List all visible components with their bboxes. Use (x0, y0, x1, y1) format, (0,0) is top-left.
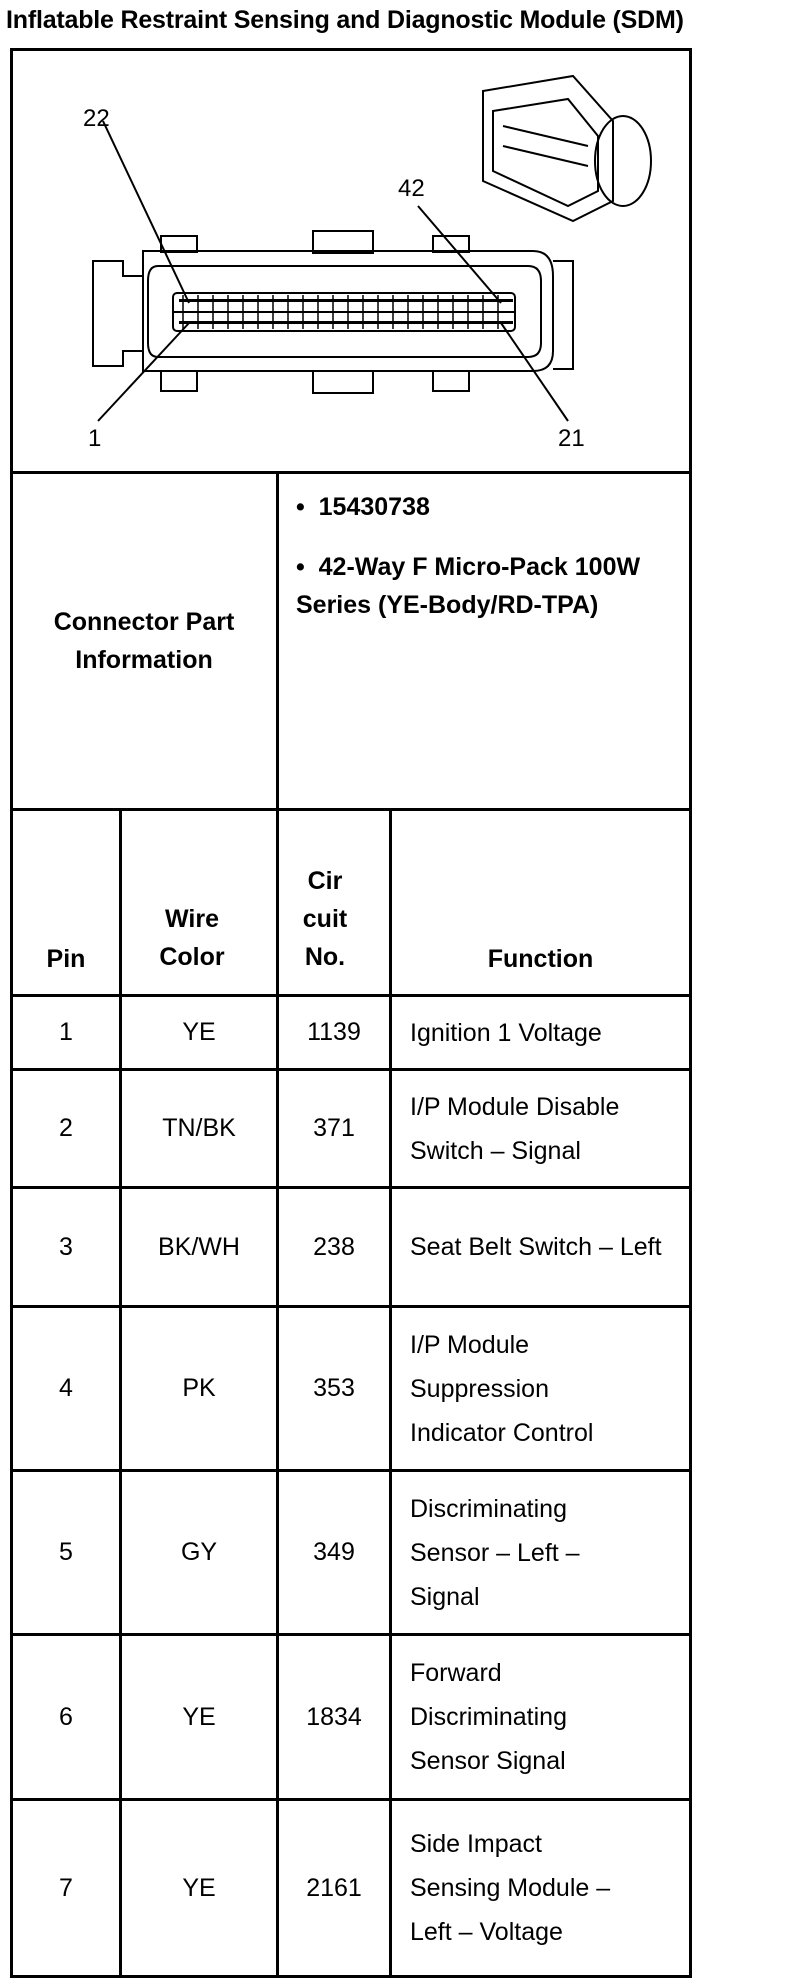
row-circuit: 349 (313, 1538, 355, 1566)
connector-diagram (13, 51, 689, 472)
header-wire-color: Wire Color (159, 905, 225, 971)
row-function: I/P Module Disable Switch – Signal (410, 1092, 620, 1165)
row-pin: 3 (59, 1232, 73, 1261)
connector-part-info (296, 488, 676, 646)
row-circuit: 353 (313, 1374, 355, 1402)
row-circuit: 1139 (307, 1018, 361, 1046)
row-pin: 4 (59, 1374, 73, 1402)
row-wire-color: PK (182, 1374, 216, 1402)
row-pin: 5 (59, 1538, 73, 1566)
bottom-border (10, 1975, 692, 1978)
page-title: Inflatable Restraint Sensing and Diagnostic Module (SDM) (6, 6, 684, 34)
row-pin: 7 (59, 1873, 73, 1902)
connector-part-label-text: Connector Part Information (53, 608, 235, 674)
row-function: Ignition 1 Voltage (410, 1018, 602, 1047)
row-wire-color: BK/WH (158, 1232, 240, 1261)
row-function: I/P Module Suppression Indicator Control (410, 1330, 594, 1447)
row-wire-color: YE (182, 1873, 216, 1902)
row-circuit: 1834 (306, 1702, 362, 1731)
right-border (689, 48, 692, 1978)
divider-table-top (10, 808, 692, 811)
row-pin: 2 (59, 1114, 73, 1142)
row-function: Seat Belt Switch – Left (410, 1233, 662, 1261)
row-pin: 1 (59, 1018, 73, 1046)
callout-1: 1 (88, 425, 102, 452)
header-function: Function (487, 945, 594, 973)
part-number: • 15430738 (296, 493, 430, 521)
row-wire-color: YE (182, 1702, 216, 1731)
row-function: Discriminating Sensor – Left – Signal (410, 1494, 580, 1611)
row-wire-color: TN/BK (162, 1114, 236, 1142)
row-wire-color: GY (180, 1538, 218, 1566)
connector-illustration (13, 51, 689, 472)
bullet-icon: • (296, 493, 319, 521)
bullet-icon: • (296, 553, 319, 581)
connector-part-label (13, 474, 275, 808)
row-pin: 6 (59, 1702, 73, 1731)
part-description: • 42-Way F Micro-Pack 100W Series (YE-Body/RD-TPA) (296, 553, 641, 619)
callout-22: 22 (83, 105, 110, 132)
row-circuit: 238 (313, 1232, 355, 1261)
row-function: Forward Discriminating Sensor Signal (410, 1659, 567, 1775)
row-circuit: 371 (313, 1114, 355, 1142)
divider-part-info (276, 471, 279, 808)
header-circuit-no: Cir cuit No. (302, 867, 348, 971)
callout-21: 21 (558, 425, 585, 452)
callout-42: 42 (398, 175, 425, 202)
row-circuit: 2161 (306, 1873, 362, 1902)
row-wire-color: YE (182, 1018, 216, 1046)
row-function: Side Impact Sensing Module – Left – Voltage (410, 1830, 611, 1946)
header-pin: Pin (46, 945, 86, 973)
col-divider-3 (389, 808, 392, 1978)
